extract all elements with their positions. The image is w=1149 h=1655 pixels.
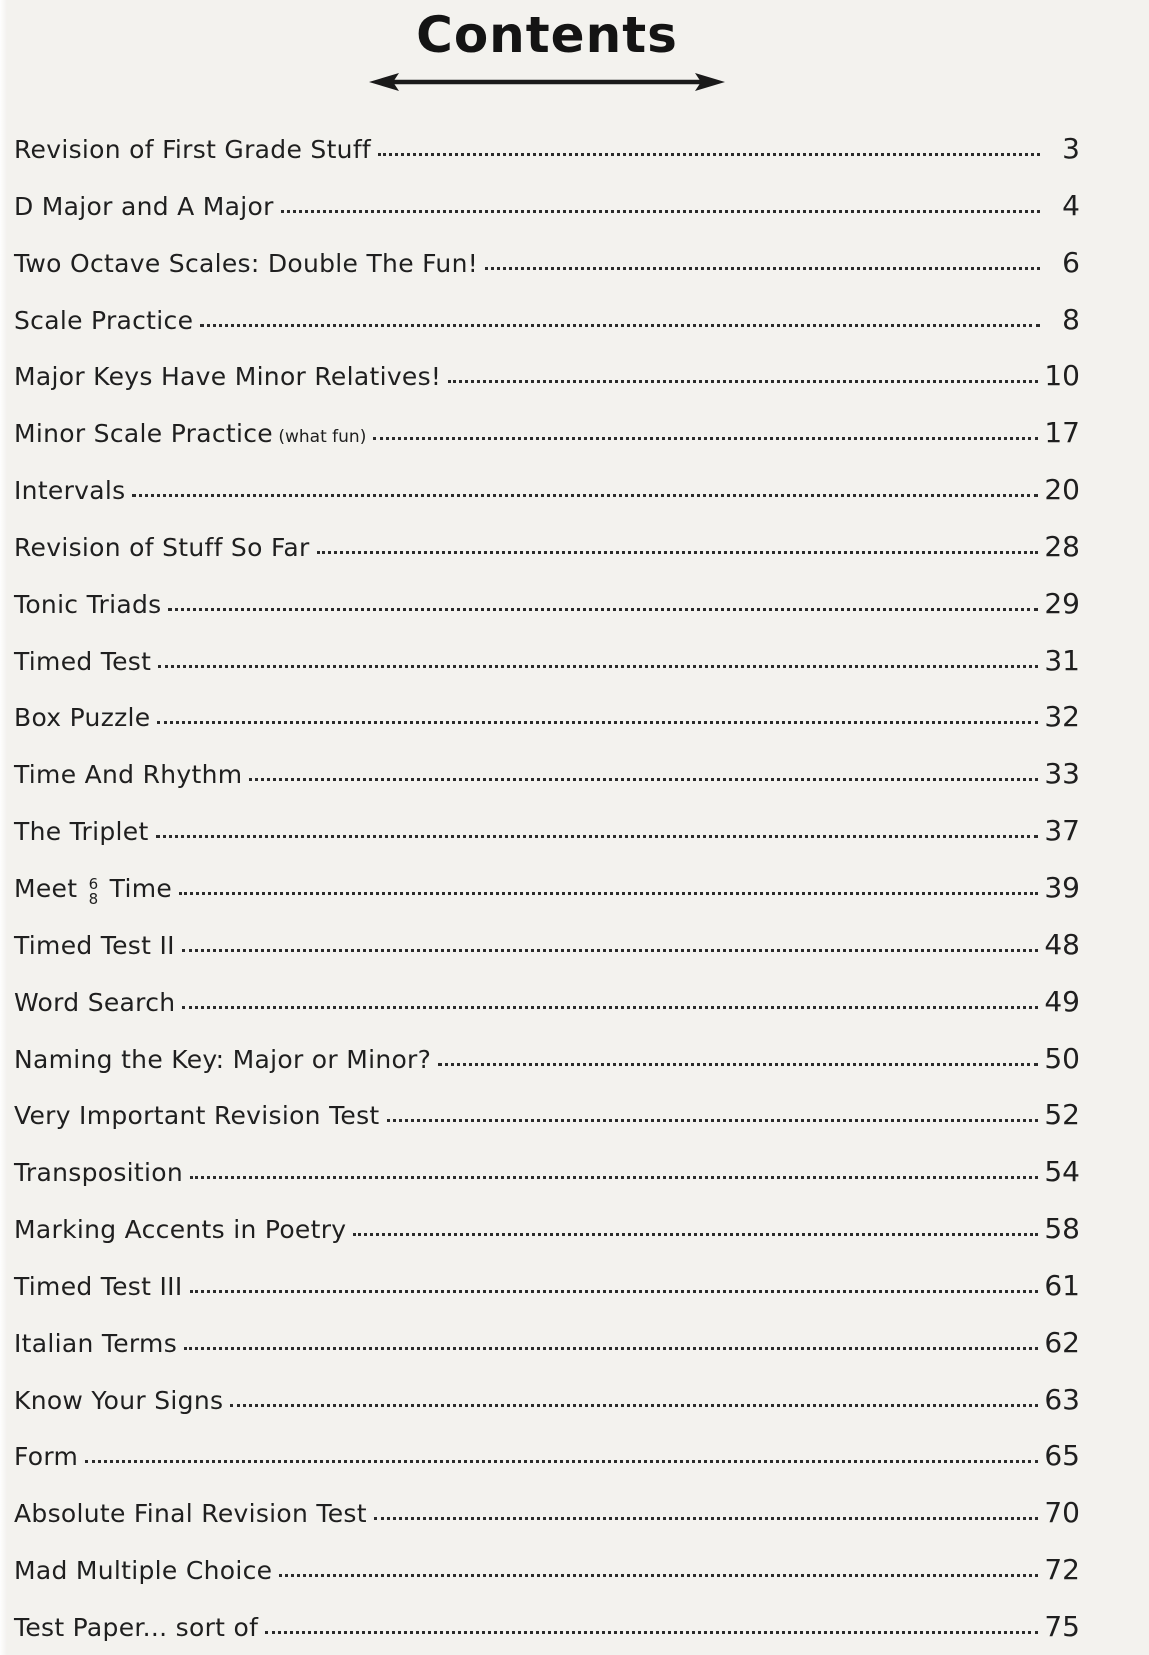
toc-page-number: 10 bbox=[1044, 359, 1080, 393]
toc-page-number: 48 bbox=[1044, 927, 1080, 961]
toc-entry bbox=[14, 1485, 1080, 1542]
toc-page-number: 62 bbox=[1044, 1325, 1080, 1359]
toc-page-number: 72 bbox=[1044, 1553, 1080, 1587]
dotted-leader bbox=[387, 1119, 1039, 1122]
toc-page-number: 28 bbox=[1044, 529, 1080, 563]
toc-entry-title: Two Octave Scales: Double The Fun! bbox=[14, 248, 479, 278]
toc-entry bbox=[14, 1144, 1080, 1201]
toc-page-number: 49 bbox=[1044, 984, 1080, 1018]
dotted-leader bbox=[182, 949, 1039, 952]
toc-entry bbox=[14, 689, 1080, 746]
dotted-leader bbox=[158, 665, 1038, 668]
toc-entry-title: Tonic Triads bbox=[14, 589, 162, 619]
toc-entry bbox=[14, 917, 1080, 974]
toc-entry-title: Test Paper... sort of bbox=[14, 1612, 259, 1642]
toc-entry bbox=[14, 633, 1080, 690]
dotted-leader bbox=[265, 1631, 1038, 1634]
double-arrow-icon bbox=[369, 68, 725, 96]
toc-entry-note: (what fun) bbox=[272, 427, 367, 448]
toc-entry-title: Timed Test bbox=[14, 646, 152, 676]
toc-entry-title: Italian Terms bbox=[14, 1328, 178, 1358]
toc-entry bbox=[14, 1315, 1080, 1372]
toc-page-number: 4 bbox=[1062, 188, 1080, 222]
toc-page-number: 61 bbox=[1044, 1268, 1080, 1302]
toc-entry-title: Know Your Signs bbox=[14, 1385, 224, 1415]
dotted-leader bbox=[448, 380, 1038, 383]
dotted-leader bbox=[317, 551, 1039, 554]
dotted-leader bbox=[182, 1006, 1038, 1009]
toc-entry bbox=[14, 1258, 1080, 1315]
toc-entry-title: Revision of Stuff So Far bbox=[14, 532, 310, 562]
toc-page-number: 8 bbox=[1062, 302, 1080, 336]
dotted-leader bbox=[438, 1063, 1038, 1066]
toc-page-number: 39 bbox=[1044, 870, 1080, 904]
toc-entry-title: Box Puzzle bbox=[14, 703, 151, 733]
toc-page-number: 17 bbox=[1044, 416, 1080, 450]
toc-entry-title: Marking Accents in Poetry bbox=[14, 1215, 347, 1245]
toc-entry bbox=[14, 462, 1080, 519]
toc-entry-title: Timed Test II bbox=[14, 930, 175, 960]
dotted-leader bbox=[157, 721, 1038, 724]
toc-entry bbox=[14, 292, 1080, 349]
toc-page-number: 58 bbox=[1044, 1212, 1080, 1246]
dotted-leader bbox=[249, 778, 1038, 781]
toc-page-number: 54 bbox=[1044, 1155, 1080, 1189]
toc-entry bbox=[14, 405, 1080, 462]
dotted-leader bbox=[85, 1460, 1038, 1463]
title-divider bbox=[14, 68, 1080, 96]
toc-page-number: 50 bbox=[1044, 1041, 1080, 1075]
toc-entry bbox=[14, 576, 1080, 633]
toc-entry-title: Absolute Final Revision Test bbox=[14, 1499, 367, 1529]
toc-entry bbox=[14, 746, 1080, 803]
dotted-leader bbox=[378, 153, 1040, 156]
dotted-leader bbox=[168, 608, 1038, 611]
toc-entry-title: Intervals bbox=[14, 476, 126, 506]
dotted-leader bbox=[373, 437, 1038, 440]
toc-page-number: 70 bbox=[1044, 1496, 1080, 1530]
toc-page-number: 33 bbox=[1044, 757, 1080, 791]
toc-entry bbox=[14, 1599, 1080, 1655]
toc-entry bbox=[14, 348, 1080, 405]
dotted-leader bbox=[190, 1176, 1038, 1179]
toc-entry-title: Minor Scale Practice (what fun) bbox=[14, 419, 367, 449]
toc-entry bbox=[14, 860, 1080, 917]
dotted-leader bbox=[485, 267, 1040, 270]
toc-page-number: 29 bbox=[1044, 586, 1080, 620]
toc-entry bbox=[14, 1542, 1080, 1599]
toc-entry bbox=[14, 1428, 1080, 1485]
dotted-leader bbox=[353, 1233, 1038, 1236]
dotted-leader bbox=[230, 1404, 1038, 1407]
dotted-leader bbox=[374, 1517, 1039, 1520]
toc-page-number: 63 bbox=[1044, 1382, 1080, 1416]
toc-page-number: 75 bbox=[1044, 1609, 1080, 1643]
toc-entry-title: D Major and A Major bbox=[14, 191, 274, 221]
toc-entry bbox=[14, 803, 1080, 860]
toc-entry-title: The Triplet bbox=[14, 817, 149, 847]
toc-entry-title: Word Search bbox=[14, 987, 176, 1017]
dotted-leader bbox=[200, 324, 1040, 327]
toc-entry-title: Mad Multiple Choice bbox=[14, 1556, 273, 1586]
toc-entry bbox=[14, 235, 1080, 292]
page-header bbox=[14, 0, 1080, 121]
dotted-leader bbox=[281, 210, 1040, 213]
toc-entry-title: Timed Test III bbox=[14, 1271, 183, 1301]
toc-page-number: 52 bbox=[1044, 1098, 1080, 1132]
toc-entry-title: Naming the Key: Major or Minor? bbox=[14, 1044, 432, 1074]
toc-entry-title: Very Important Revision Test bbox=[14, 1101, 380, 1131]
time-signature-fraction: 6 8 bbox=[88, 875, 99, 908]
toc-entry-title: Transposition bbox=[14, 1158, 183, 1188]
toc-page-number: 6 bbox=[1062, 245, 1080, 279]
toc-entry-title: Revision of First Grade Stuff bbox=[14, 135, 372, 164]
toc-entry-title: Time And Rhythm bbox=[14, 760, 243, 790]
toc-entry bbox=[14, 1201, 1080, 1258]
toc-entry bbox=[14, 519, 1080, 576]
toc-page-number: 20 bbox=[1044, 473, 1080, 507]
toc-entry-title: Major Keys Have Minor Relatives! bbox=[14, 362, 442, 392]
toc-entry-title: Form bbox=[14, 1442, 79, 1472]
dotted-leader bbox=[156, 835, 1039, 838]
toc-entry bbox=[14, 1372, 1080, 1429]
dotted-leader bbox=[179, 892, 1038, 895]
toc-list bbox=[14, 121, 1080, 1655]
toc-entry bbox=[14, 178, 1080, 235]
toc-page-number: 32 bbox=[1044, 700, 1080, 734]
toc-page-number: 31 bbox=[1044, 643, 1080, 677]
toc-page-number: 3 bbox=[1062, 132, 1080, 165]
toc-entry bbox=[14, 1087, 1080, 1144]
dotted-leader bbox=[132, 494, 1038, 497]
toc-entry-title: Meet 6 8 Time bbox=[14, 873, 173, 908]
toc-entry bbox=[14, 974, 1080, 1031]
dotted-leader bbox=[190, 1290, 1039, 1293]
toc-page-number: 37 bbox=[1044, 814, 1080, 848]
toc-entry bbox=[14, 1031, 1080, 1088]
toc-page-number: 65 bbox=[1044, 1439, 1080, 1473]
toc-entry-title: Scale Practice bbox=[14, 305, 194, 335]
dotted-leader bbox=[184, 1347, 1038, 1350]
page-title: Contents bbox=[416, 6, 678, 64]
toc-entry bbox=[14, 121, 1080, 178]
dotted-leader bbox=[279, 1574, 1038, 1577]
